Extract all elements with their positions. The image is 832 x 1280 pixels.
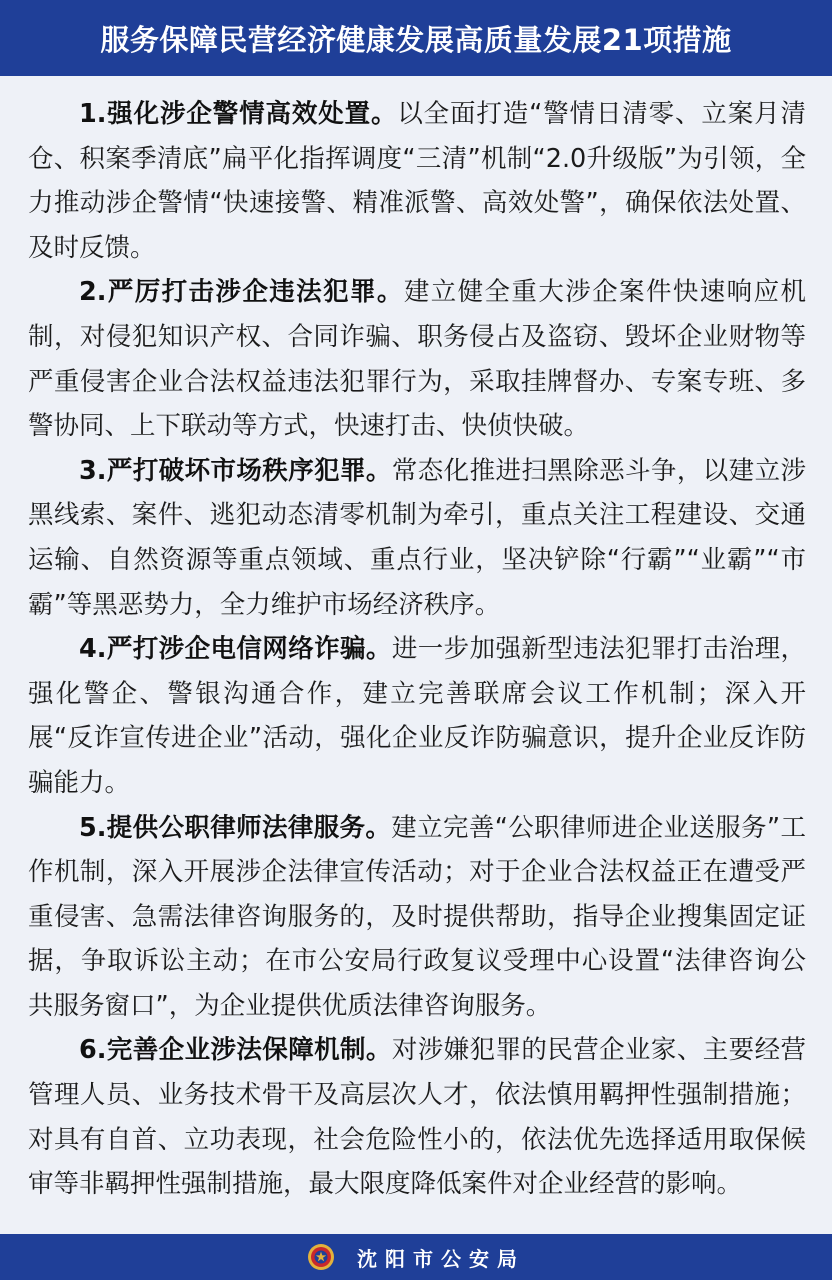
page-title: 服务保障民营经济健康发展高质量发展21项措施 <box>100 22 732 57</box>
measure-paragraph-5 <box>28 806 806 1029</box>
measure-paragraph-6 <box>28 1028 806 1206</box>
measure-heading: 5.提供公职律师法律服务。 <box>79 812 392 843</box>
footer-banner <box>0 1234 832 1280</box>
measure-text: 建立健全重大涉企案件快速响应机制，对侵犯知识产权、合同诈骗、职务侵占及盗窃、毁坏企业财物等严重侵害企业合法权益违法犯罪行为，采取挂牌督办、专案专班、多警协同、上下联动等方式，快速打击、快侦快破。 <box>28 277 806 442</box>
measure-text: 以全面打造“警情日清零、立案月清仓、积案季清底”扁平化指挥调度“三清”机制“2.0升级版”为引领，全力推动涉企警情“快速接警、精准派警、高效处警”，确保依法处置、及时反馈。 <box>28 99 806 263</box>
measure-heading: 4.严打涉企电信网络诈骗。 <box>79 634 392 665</box>
measure-paragraph-4 <box>28 627 806 805</box>
measure-text: 对涉嫌犯罪的民营企业家、主要经营管理人员、业务技术骨干及高层次人才，依法慎用羁押性强制措施；对具有自首、立功表现，社会危险性小的，依法优先选择适用取保候审等非羁押性强制措施，最大限度降低案件对企业经营的影响。 <box>28 1035 806 1200</box>
measure-heading: 6.完善企业涉法保障机制。 <box>79 1035 392 1066</box>
police-badge-icon <box>307 1243 335 1271</box>
header-banner <box>0 0 832 76</box>
measure-heading: 1.强化涉企警情高效处置。 <box>79 99 398 129</box>
organization-name: 沈阳市公安局 <box>357 1246 525 1271</box>
measure-paragraph-2 <box>28 270 806 448</box>
measure-heading: 2.严厉打击涉企违法犯罪。 <box>79 277 404 308</box>
measure-paragraph-1 <box>28 92 806 270</box>
measure-text: 常态化推进扫黑除恶斗争，以建立涉黑线索、案件、逃犯动态清零机制为牵引，重点关注工程建设、交通运输、自然资源等重点领域、重点行业，坚决铲除“行霸”“业霸”“市霸”等黑恶势力，全力维护市场经济秩序。 <box>28 455 806 620</box>
measure-heading: 3.严打破坏市场秩序犯罪。 <box>79 455 392 486</box>
measure-text: 进一步加强新型违法犯罪打击治理，强化警企、警银沟通合作，建立完善联席会议工作机制；深入开展“反诈宣传进企业”活动，强化企业反诈防骗意识，提升企业反诈防骗能力。 <box>28 634 806 798</box>
measure-text: 建立完善“公职律师进企业送服务”工作机制，深入开展涉企法律宣传活动；对于企业合法权益正在遭受严重侵害、急需法律咨询服务的，及时提供帮助，指导企业搜集固定证据，争取诉讼主动；在市公安局行政复议受理中心设置“法律咨询公共服务窗口”，为企业提供优质法律咨询服务。 <box>28 812 806 1021</box>
measure-paragraph-3 <box>28 449 806 627</box>
article-body <box>28 92 806 1207</box>
